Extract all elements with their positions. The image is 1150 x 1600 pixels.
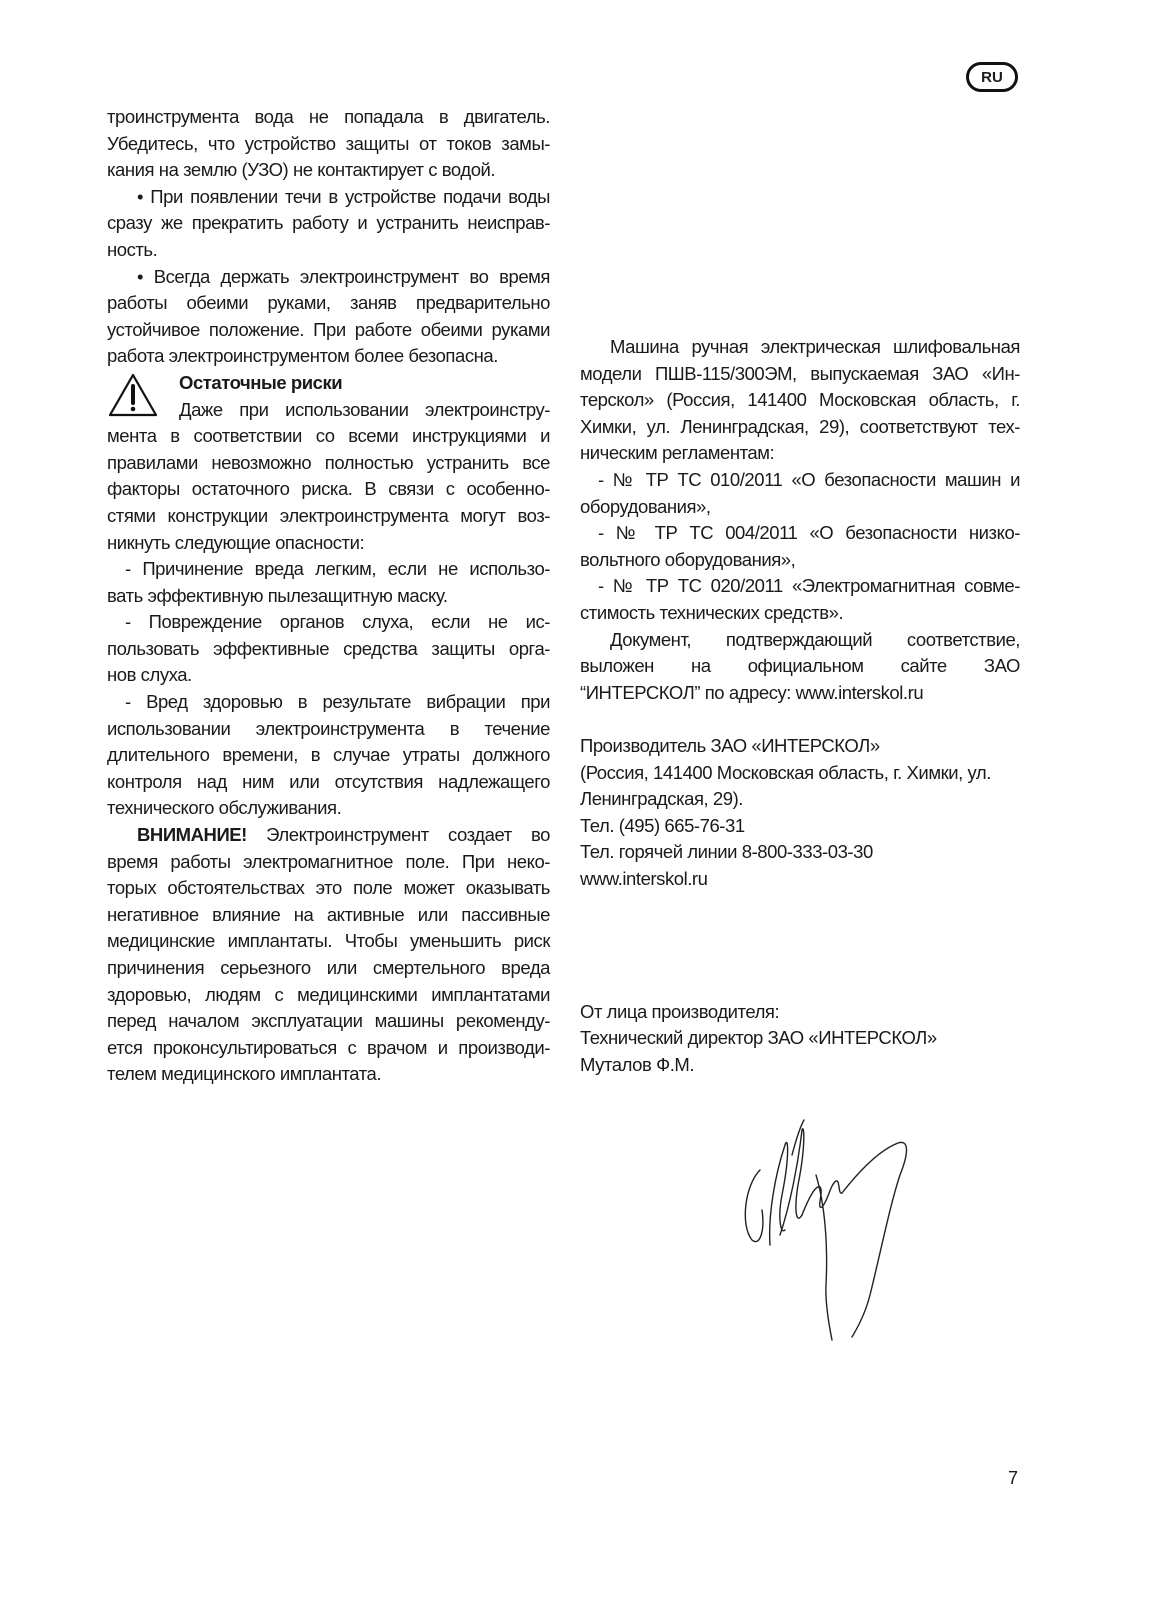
text-line: Даже при использовании электроинстру- <box>179 398 550 420</box>
text-line: Химки, ул. Ленинградская, 29), соответствуют тех- <box>580 415 1020 437</box>
regulation-004 <box>580 520 1020 573</box>
warning-triangle-icon <box>107 372 159 418</box>
text-line: телем медицинского имплантата. <box>107 1063 382 1085</box>
regulation-020 <box>580 573 1020 626</box>
text-line: никнуть следующие опасности: <box>107 531 365 553</box>
text-line: технического обслуживания. <box>107 797 342 819</box>
paragraph-leak <box>107 184 550 264</box>
hotline-phone: Тел. горячей линии 8-800-333-03-30 <box>580 841 873 863</box>
text-line: Ленинградская, 29). <box>580 788 743 810</box>
text-line: Документ, подтверждающий соответствие, <box>610 628 1020 650</box>
text-line: - № ТР ТС 020/2011 «Электромагнитная совме- <box>598 575 1020 597</box>
text-line: ническим регламентам: <box>580 442 775 464</box>
paragraph-lungs <box>107 556 550 609</box>
text-line: • Всегда держать электроинструмент во время <box>137 265 550 287</box>
text-line: медицинские имплантаты. Чтобы уменьшить риск <box>107 930 550 952</box>
text-line: правилами невозможно полностью устранить все <box>107 451 550 473</box>
attention-label: ВНИМАНИЕ! <box>137 824 247 846</box>
text-line: торых обстоятельствах это поле может оказывать <box>107 877 550 899</box>
text-line: причинения серьезного или смертельного вреда <box>107 957 550 978</box>
text-line: ется проконсультироваться с врачом и производи- <box>107 1036 550 1058</box>
text-line: (Россия, 141400 Московская область, г. Химки, ул. <box>580 761 991 783</box>
text-line: пользовать эффективные средства защиты орга- <box>107 637 550 659</box>
website-link[interactable]: www.interskol.ru <box>580 867 708 889</box>
text-line: устойчивое положение. При работе обеими руками <box>107 318 550 340</box>
text-line: вольтного оборудования», <box>580 548 796 570</box>
text-line: негативное влияние на активные или пассивные <box>107 903 550 925</box>
text-line: нов слуха. <box>107 664 192 686</box>
text-line: Машина ручная электрическая шлифовальная <box>610 336 1020 357</box>
signatory-block <box>580 999 1020 1079</box>
text-line: - № ТР ТС 004/2011 «О безопасности низко- <box>598 522 1020 544</box>
text-line: стимость технических средств». <box>580 601 844 623</box>
text-line: - Вред здоровью в результате вибрации при <box>125 691 550 713</box>
section-heading: Остаточные риски <box>179 371 343 393</box>
phone: Тел. (495) 665-76-31 <box>580 814 745 836</box>
left-column <box>107 104 550 1088</box>
text-line: мента в соответствии со всеми инструкциями и <box>107 425 550 447</box>
attention-text: Электроинструмент создает во <box>246 824 550 846</box>
text-line: - Причинение вреда легким, если не использо- <box>125 558 550 580</box>
language-badge: RU <box>966 62 1018 92</box>
text-line: Муталов Ф.М. <box>580 1054 695 1076</box>
text-line: • При появлении течи в устройстве подачи воды <box>137 185 550 207</box>
text-line: перед началом эксплуатации машины рекоменду- <box>107 1010 550 1032</box>
text-line: оборудования», <box>580 495 711 517</box>
text-line: время работы электромагнитное поле. При неко- <box>107 850 550 872</box>
text-line: работа электроинструментом более безопасна. <box>107 345 498 367</box>
text-line: Технический директор ЗАО «ИНТЕРСКОЛ» <box>580 1027 937 1049</box>
text-line: вать эффективную пылезащитную маску. <box>107 584 448 606</box>
manufacturer-info <box>580 733 1020 893</box>
paragraph-hearing <box>107 609 550 689</box>
text-line: контроля над ним или отсутствия надлежащего <box>107 770 550 792</box>
text-line: выложен на официальном сайте ЗАО <box>580 655 1020 677</box>
text-line: факторы остаточного риска. В связи с особенно- <box>107 478 550 500</box>
page-number: 7 <box>1008 1468 1019 1488</box>
text-line: троинструмента вода не попадала в двигатель. <box>107 106 550 127</box>
paragraph-conformity <box>580 334 1020 467</box>
text-line: Производитель ЗАО «ИНТЕРСКОЛ» <box>580 734 880 756</box>
paragraph-document <box>580 627 1020 707</box>
text-line: использовании электроинструмента в течение <box>107 717 550 739</box>
paragraph-vibration <box>107 689 550 822</box>
paragraph-water <box>107 104 550 184</box>
text-line: сразу же прекратить работу и устранить неисправ- <box>107 212 550 234</box>
text-line: работы обеими руками, заняв предварительно <box>107 292 550 314</box>
text-line: здоровью, людям с медицинскими имплантатами <box>107 983 550 1005</box>
text-line: - № ТР ТС 010/2011 «О безопасности машин и <box>598 468 1020 490</box>
text-line: стями конструкции электроинструмента могут воз- <box>107 504 550 526</box>
text-line: Убедитесь, что устройство защиты от токов замы- <box>107 132 550 154</box>
right-column <box>580 334 1020 1079</box>
text-line: - Повреждение органов слуха, если не ис- <box>125 611 550 633</box>
signature <box>730 1115 930 1345</box>
regulation-010 <box>580 467 1020 520</box>
text-line: кания на землю (УЗО) не контактирует с водой. <box>107 159 496 181</box>
text-line <box>107 822 550 849</box>
paragraph-attention <box>107 822 550 1088</box>
text-line: От лица производителя: <box>580 1000 780 1022</box>
text-line: терскол» (Россия, 141400 Московская область, г. <box>580 389 1020 411</box>
paragraph-hold <box>107 264 550 370</box>
text-line: модели ПШВ-115/300ЭМ, выпускаемая ЗАО «Ин- <box>580 362 1020 384</box>
text-line: ность. <box>107 238 158 260</box>
text-line: длительного времени, в случае утраты должного <box>107 744 550 766</box>
residual-risks-section <box>107 370 550 556</box>
text-line: “ИНТЕРСКОЛ” по адресу: www.interskol.ru <box>580 681 924 703</box>
